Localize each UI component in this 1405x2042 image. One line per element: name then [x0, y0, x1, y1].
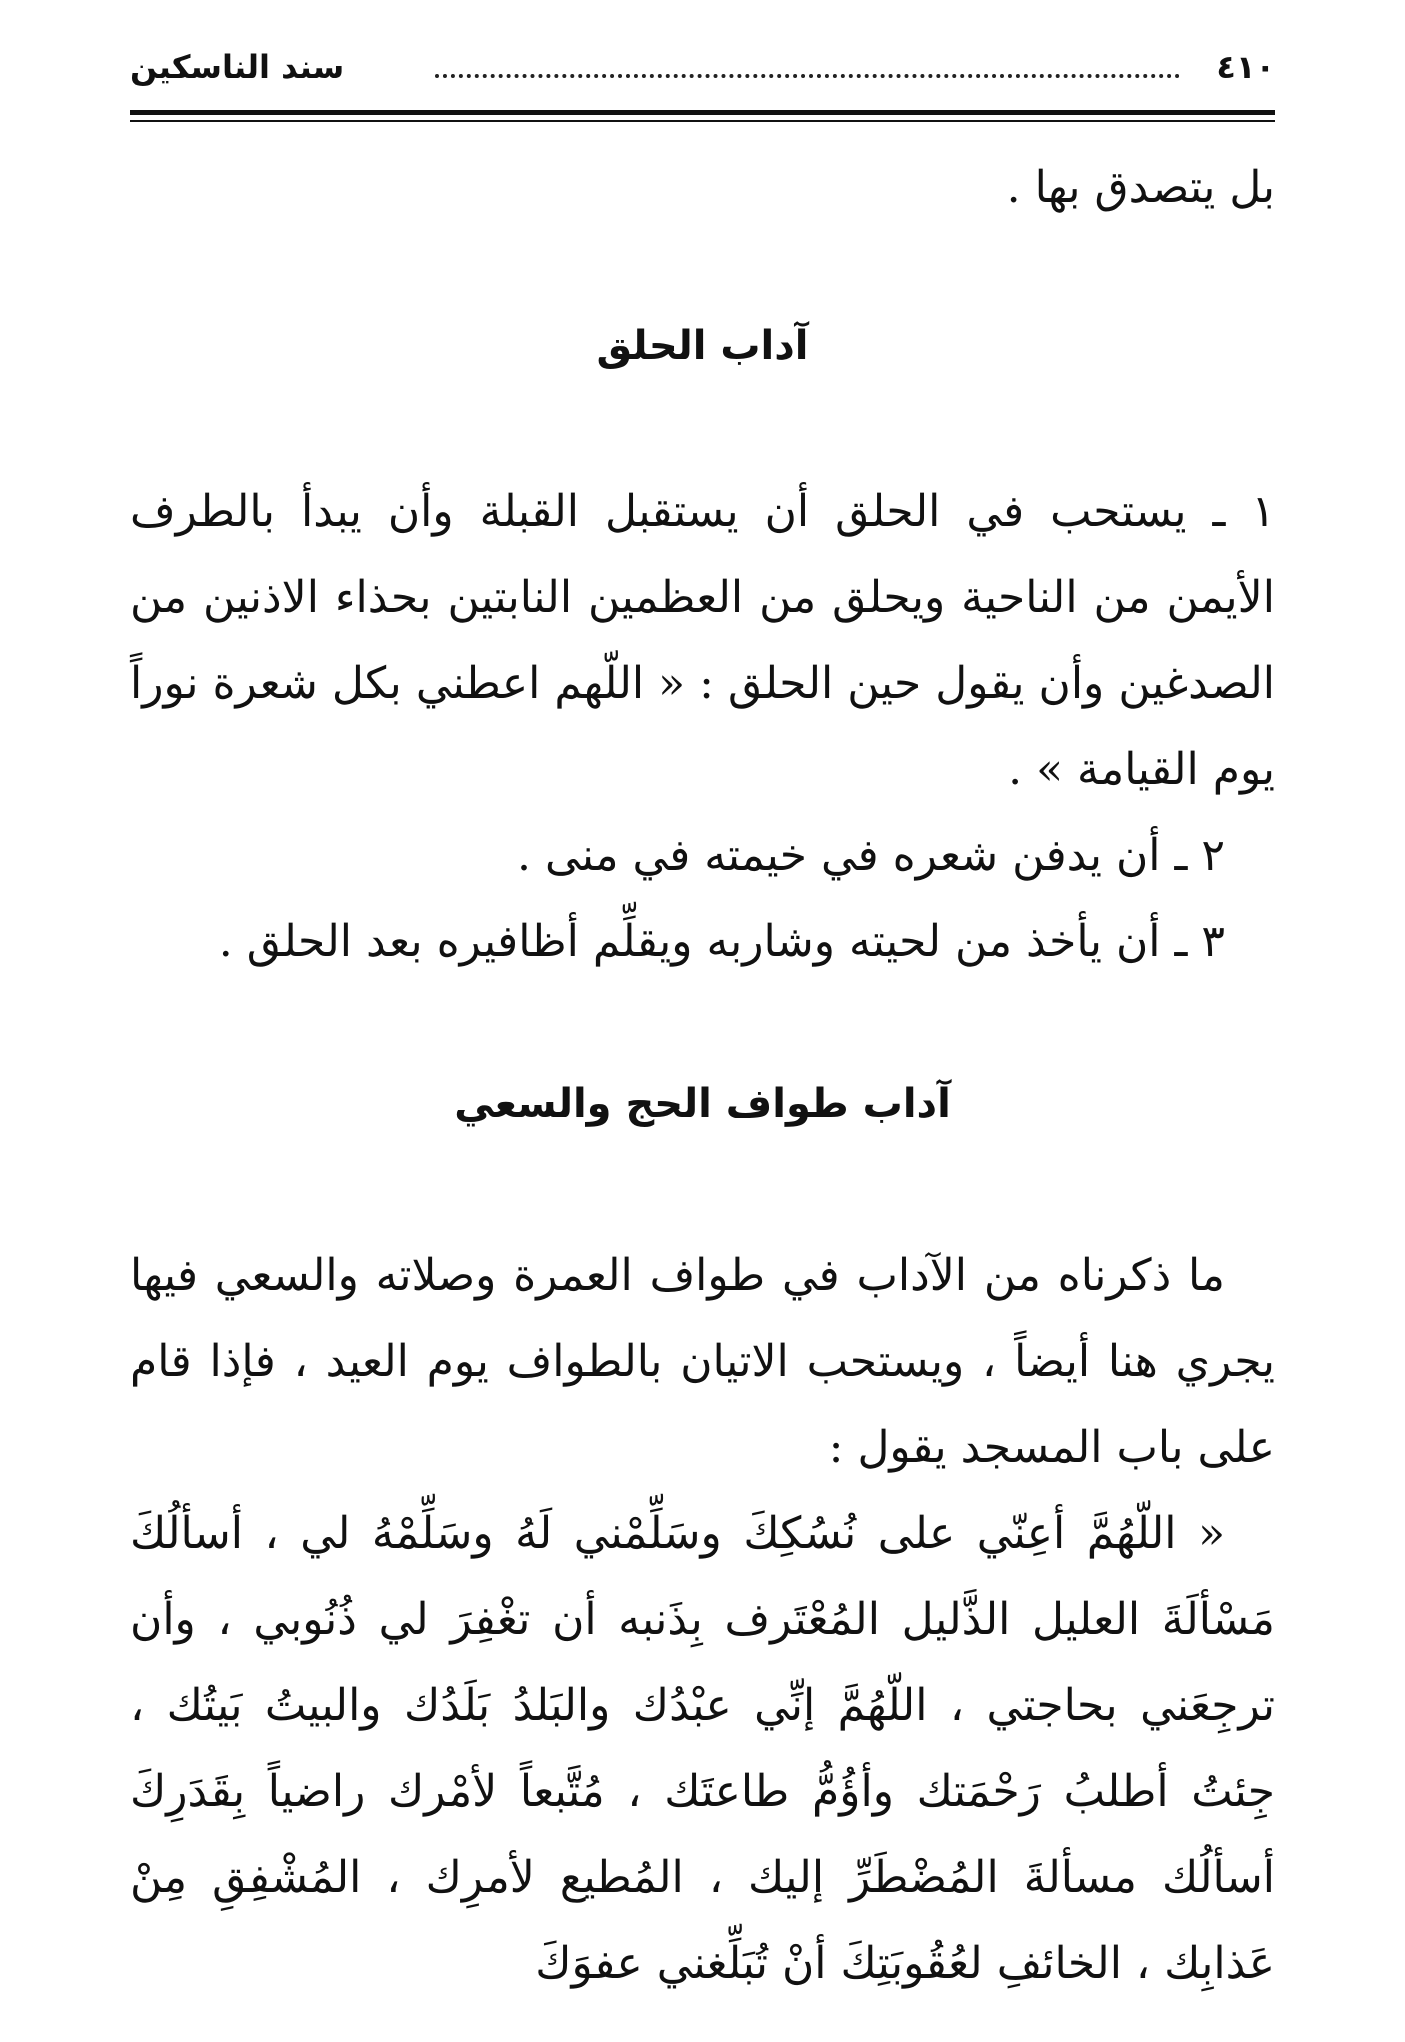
- header-rule-thick: [130, 110, 1275, 115]
- continuation-line: بل يتصدق بها .: [1006, 162, 1275, 213]
- shaving-item-2: ٢ ـ أن يدفن شعره في خيمته في منى .: [517, 830, 1225, 881]
- dotted-leader: [435, 74, 1180, 78]
- page-number: ٤١٠: [1216, 48, 1275, 86]
- page-body: [130, 145, 1275, 2007]
- shaving-item-3: ٣ ـ أن يأخذ من لحيته وشاربه ويقلِّم أظافيره بعد الحلق .: [218, 916, 1225, 967]
- tawaf-paragraph: ما ذكرناه من الآداب في طواف العمرة وصلاته والسعي فيها يجري هنا أيضاً ، ويستحب الاتيان بالطواف يوم العيد ، فإذا قام على باب المسجد يقول :: [130, 1250, 1275, 1473]
- running-title: سند الناسكين: [130, 48, 345, 86]
- tawaf-supplication: « اللّهُمَّ أعِنّي على نُسُكِكَ وسَلِّمْني لَهُ وسَلِّمْهُ لي ، أسألُكَ مَسْألَةَ العليل الذَّليل المُعْتَرف بِذَنبه أن تغْفِرَ لي ذُنُوبي ، وأن ترجِعَني بحاجتي ، اللّهُمَّ إنِّي عبْدُك والبَلدُ بَلَدُك والبيتُ بَيتُك ، جِئتُ أطلبُ رَحْمَتك وأؤُمُّ طاعتَك ، مُتَّبعاً لأمْرك راضياً بِقَدَرِكَ أسألُك مسألةَ المُضْطَرِّ إليك ، المُطيع لأمرِك ، المُشْفِقِ مِنْ عَذابِك ، الخائفِ لعُقُوبَتِكَ أنْ تُبَلِّغني عفوَكَ: [130, 1508, 1275, 1989]
- header-rule-thin: [130, 120, 1275, 122]
- section-heading-shaving: آداب الحلق: [596, 323, 809, 369]
- page-header: [130, 48, 1275, 98]
- shaving-item-1: ١ ـ يستحب في الحلق أن يستقبل القبلة وأن يبدأ بالطرف الأيمن من الناحية ويحلق من العظمين النابتين بحذاء الاذنين من الصدغين وأن يقول حين الحلق : « اللّهم اعطني بكل شعرة نوراً يوم القيامة » .: [130, 486, 1275, 795]
- section-heading-tawaf: آداب طواف الحج والسعي: [454, 1081, 951, 1127]
